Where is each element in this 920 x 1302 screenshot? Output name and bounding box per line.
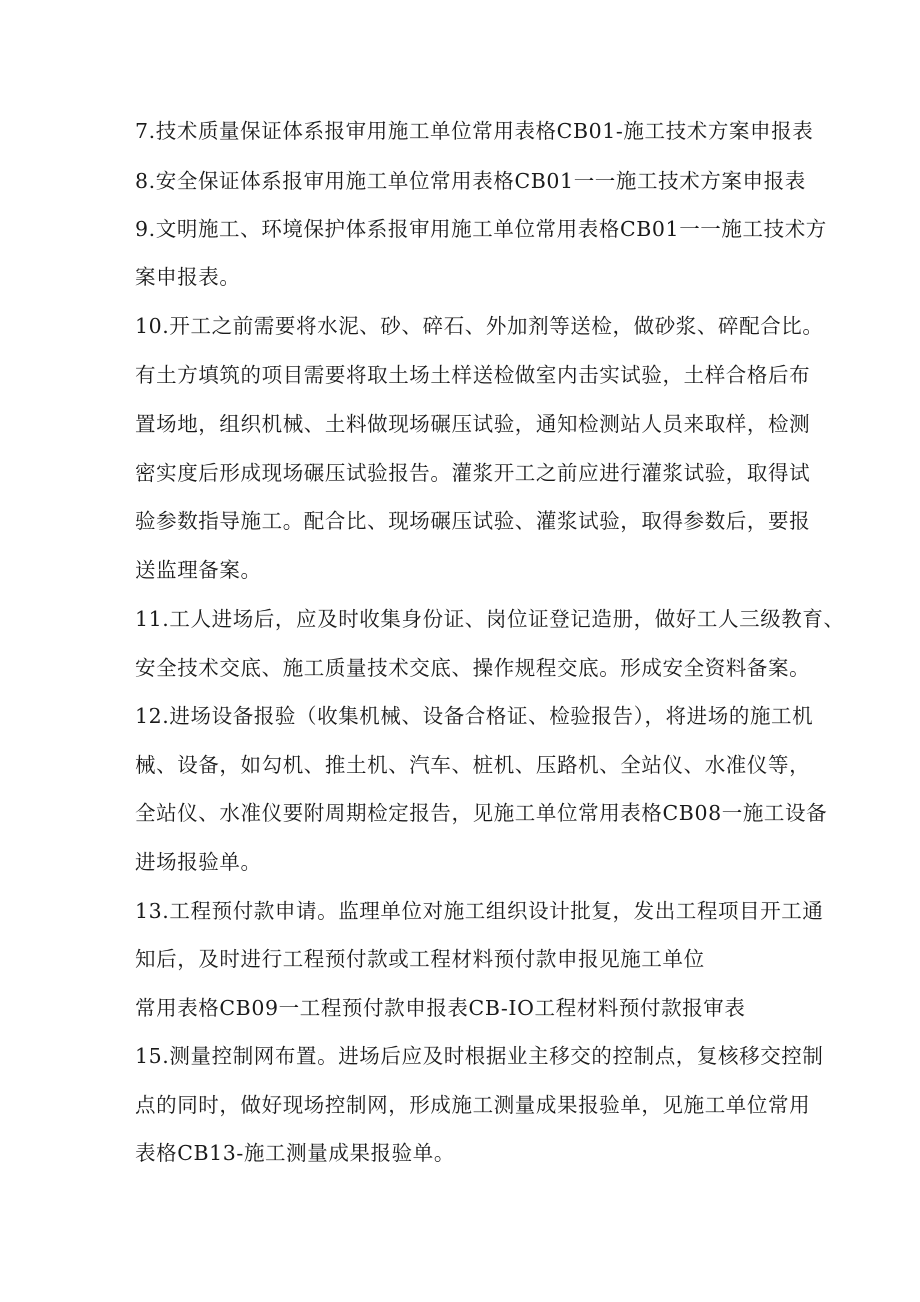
text-line: 13.工程预付款申请。监理单位对施工组织设计批复，发出工程项目开工通 — [135, 899, 824, 923]
text-line: 全站仪、水准仪要附周期检定报告，见施工单位常用表格CB08一施工设备 — [135, 801, 828, 825]
text-line: 10.开工之前需要将水泥、砂、碎石、外加剂等送检，做砂浆、碎配合比。 — [135, 314, 824, 338]
text-line: 案申报表。 — [135, 265, 241, 289]
text-line: 9.文明施工、环境保护体系报审用施工单位常用表格CB01一一施工技术方 — [135, 217, 827, 241]
text-line: 进场报验单。 — [135, 850, 262, 874]
text-line: 常用表格CB09一工程预付款申报表CB-IO工程材料预付款报审表 — [135, 996, 746, 1020]
text-line: 有土方填筑的项目需要将取土场土样送检做室内击实试验，土样合格后布 — [135, 363, 811, 387]
text-line: 15.测量控制网布置。进场后应及时根据业主移交的控制点，复核移交控制 — [135, 1044, 824, 1068]
text-line: 11.工人进场后，应及时收集身份证、岗位证登记造册，做好工人三级教育、 — [135, 607, 845, 631]
text-line: 7.技术质量保证体系报审用施工单位常用表格CB01-施工技术方案申报表 — [135, 119, 814, 143]
text-line: 安全技术交底、施工质量技术交底、操作规程交底。形成安全资料备案。 — [135, 656, 811, 680]
text-line: 点的同时，做好现场控制网，形成施工测量成果报验单，见施工单位常用 — [135, 1093, 811, 1117]
text-line: 置场地，组织机械、土料做现场碾压试验，通知检测站人员来取样，检测 — [135, 412, 811, 436]
text-line: 密实度后形成现场碾压试验报告。灌浆开工之前应进行灌浆试验，取得试 — [135, 461, 811, 485]
text-line: 8.安全保证体系报审用施工单位常用表格CB01一一施工技术方案申报表 — [135, 169, 806, 193]
text-line: 械、设备，如勾机、推土机、汽车、桩机、压路机、全站仪、水准仪等， — [135, 753, 811, 777]
text-line: 送监理备案。 — [135, 558, 262, 582]
text-line: 表格CB13-施工测量成果报验单。 — [135, 1141, 455, 1165]
text-line: 12.进场设备报验（收集机械、设备合格证、检验报告），将进场的施工机 — [135, 704, 814, 728]
text-line: 验参数指导施工。配合比、现场碾压试验、灌浆试验，取得参数后，要报 — [135, 509, 811, 533]
text-line: 知后，及时进行工程预付款或工程材料预付款申报见施工单位 — [135, 947, 705, 971]
